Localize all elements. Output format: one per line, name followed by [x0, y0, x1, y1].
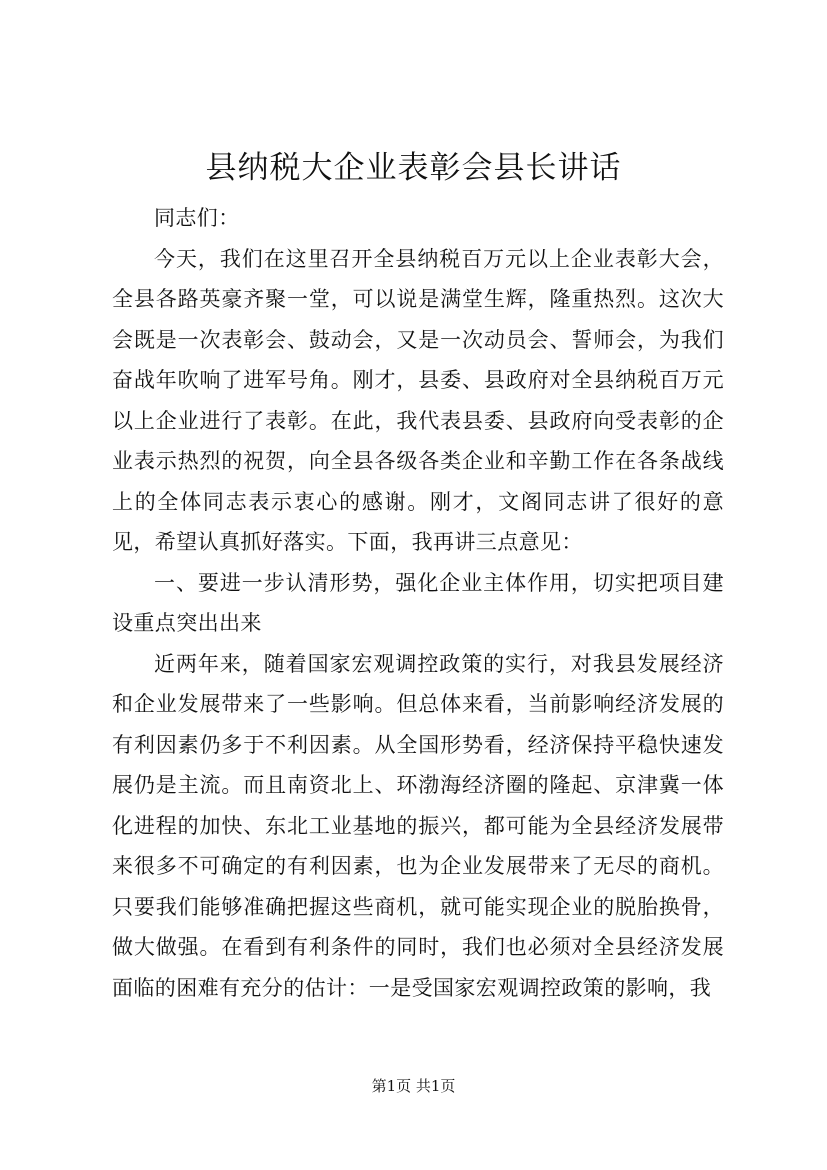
section-heading-one: 一、要进一步认清形势，强化企业主体作用，切实把项目建设重点突出出来 [112, 570, 724, 635]
salutation-paragraph: 同志们： [154, 206, 240, 230]
intro-paragraph: 今天，我们在这里召开全县纳税百万元以上企业表彰大会，全县各路英豪齐聚一堂，可以说是满堂生辉，隆重热烈。这次大会既是一次表彰会、鼓动会，又是一次动员会、誓师会，为我们奋战年吹响了进军号角。刚才，县委、县政府对全县纳税百万元以上企业进行了表彰。在此，我代表县委、县政府向受表彰的企业表示热烈的祝贺，向全县各级各类企业和辛勤工作在各条战线上的全体同志表示衷心的感谢。刚才，文阁同志讲了很好的意见，希望认真抓好落实。下面，我再讲三点意见： [112, 246, 724, 554]
document-title: 县纳税大企业表彰会县长讲话 [205, 150, 622, 186]
page-footer: 第1页 共1页 [371, 1077, 456, 1095]
section-one-paragraph: 近两年来，随着国家宏观调控政策的实行，对我县发展经济和企业发展带来了一些影响。但总体来看，当前影响经济发展的有利因素仍多于不利因素。从全国形势看，经济保持平稳快速发展仍是主流。而且南资北上、环渤海经济圈的隆起、京津冀一体化进程的加快、东北工业基地的振兴，都可能为全县经济发展带来很多不可确定的有利因素，也为企业发展带来了无尽的商机。只要我们能够准确把握这些商机，就可能实现企业的脱胎换骨，做大做强。在看到有利条件的同时，我们也必须对全县经济发展面临的困难有充分的估计：一是受国家宏观调控政策的影响，我 [112, 651, 724, 1000]
document-body [112, 198, 724, 1008]
